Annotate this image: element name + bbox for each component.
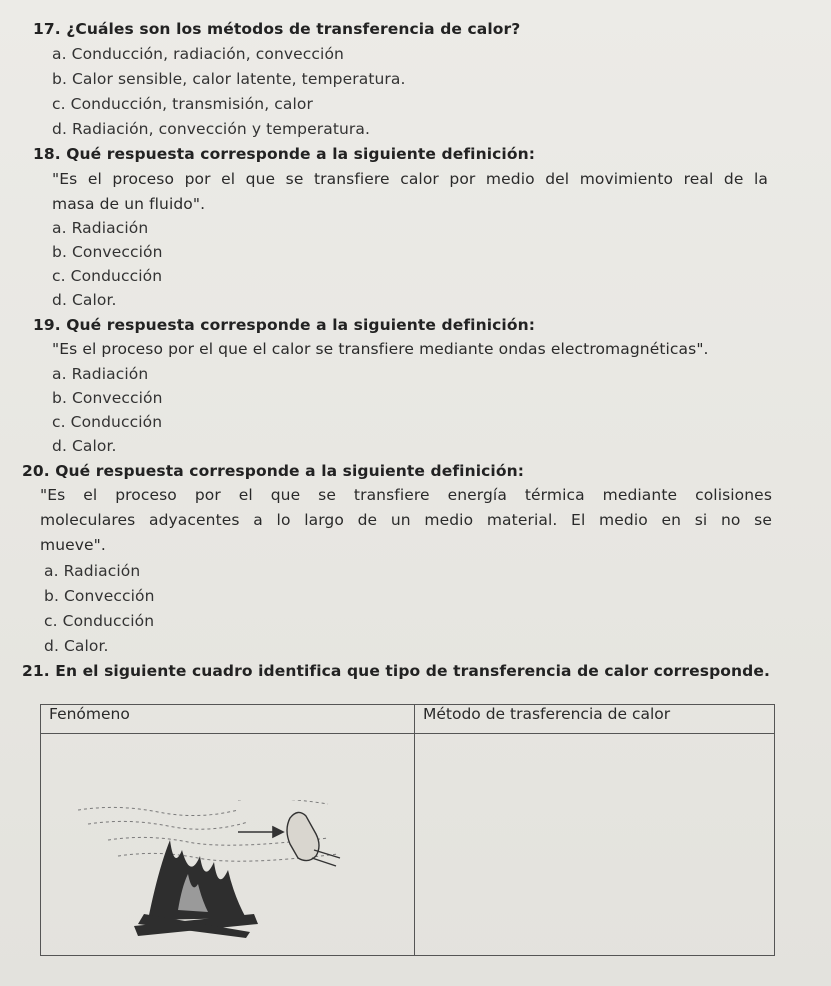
question-18: 18. Qué respuesta corresponde a la siguiente definición:	[33, 145, 536, 163]
q18-option-d[interactable]: d. Calor.	[52, 291, 117, 309]
q20-option-b[interactable]: b. Convección	[44, 587, 155, 605]
q18-definition-line2: masa de un fluido".	[52, 195, 206, 213]
q18-definition-line1: "Es el proceso por el que se transfiere calor por medio del movimiento real de la	[52, 170, 768, 188]
q17-option-d[interactable]: d. Radiación, convección y temperatura.	[52, 120, 371, 138]
hand-near-fire-icon	[78, 800, 368, 940]
q19-option-a[interactable]: a. Radiación	[52, 365, 149, 383]
q20-definition-line1: "Es el proceso por el que se transfiere energía térmica mediante colisiones	[40, 486, 772, 504]
question-20: 20. Qué respuesta corresponde a la siguiente definición:	[22, 462, 525, 480]
q17-option-b[interactable]: b. Calor sensible, calor latente, temperatura.	[52, 70, 406, 88]
question-19: 19. Qué respuesta corresponde a la siguiente definición:	[33, 316, 536, 334]
q20-option-d[interactable]: d. Calor.	[44, 637, 109, 655]
answer-cell[interactable]	[415, 734, 775, 956]
table-header-method: Método de trasferencia de calor	[415, 705, 775, 734]
q20-definition-line2: moleculares adyacentes a lo largo de un medio material. El medio en si no se	[40, 511, 772, 529]
q19-definition-line1: "Es el proceso por el que el calor se transfiere mediante ondas electromagnéticas".	[52, 340, 709, 358]
q19-option-b[interactable]: b. Convección	[52, 389, 163, 407]
question-17: 17. ¿Cuáles son los métodos de transferencia de calor?	[33, 20, 521, 38]
question-21: 21. En el siguiente cuadro identifica que tipo de transferencia de calor corresponde.	[22, 662, 770, 680]
q20-definition-line3: mueve".	[40, 536, 106, 554]
q18-option-b[interactable]: b. Convección	[52, 243, 163, 261]
q19-option-c[interactable]: c. Conducción	[52, 413, 163, 431]
q18-option-a[interactable]: a. Radiación	[52, 219, 149, 237]
q20-option-c[interactable]: c. Conducción	[44, 612, 155, 630]
q17-option-a[interactable]: a. Conducción, radiación, convección	[52, 45, 344, 63]
q20-option-a[interactable]: a. Radiación	[44, 562, 141, 580]
q19-option-d[interactable]: d. Calor.	[52, 437, 117, 455]
q17-option-c[interactable]: c. Conducción, transmisión, calor	[52, 95, 313, 113]
q18-option-c[interactable]: c. Conducción	[52, 267, 163, 285]
table-header-phenomenon: Fenómeno	[41, 705, 415, 734]
